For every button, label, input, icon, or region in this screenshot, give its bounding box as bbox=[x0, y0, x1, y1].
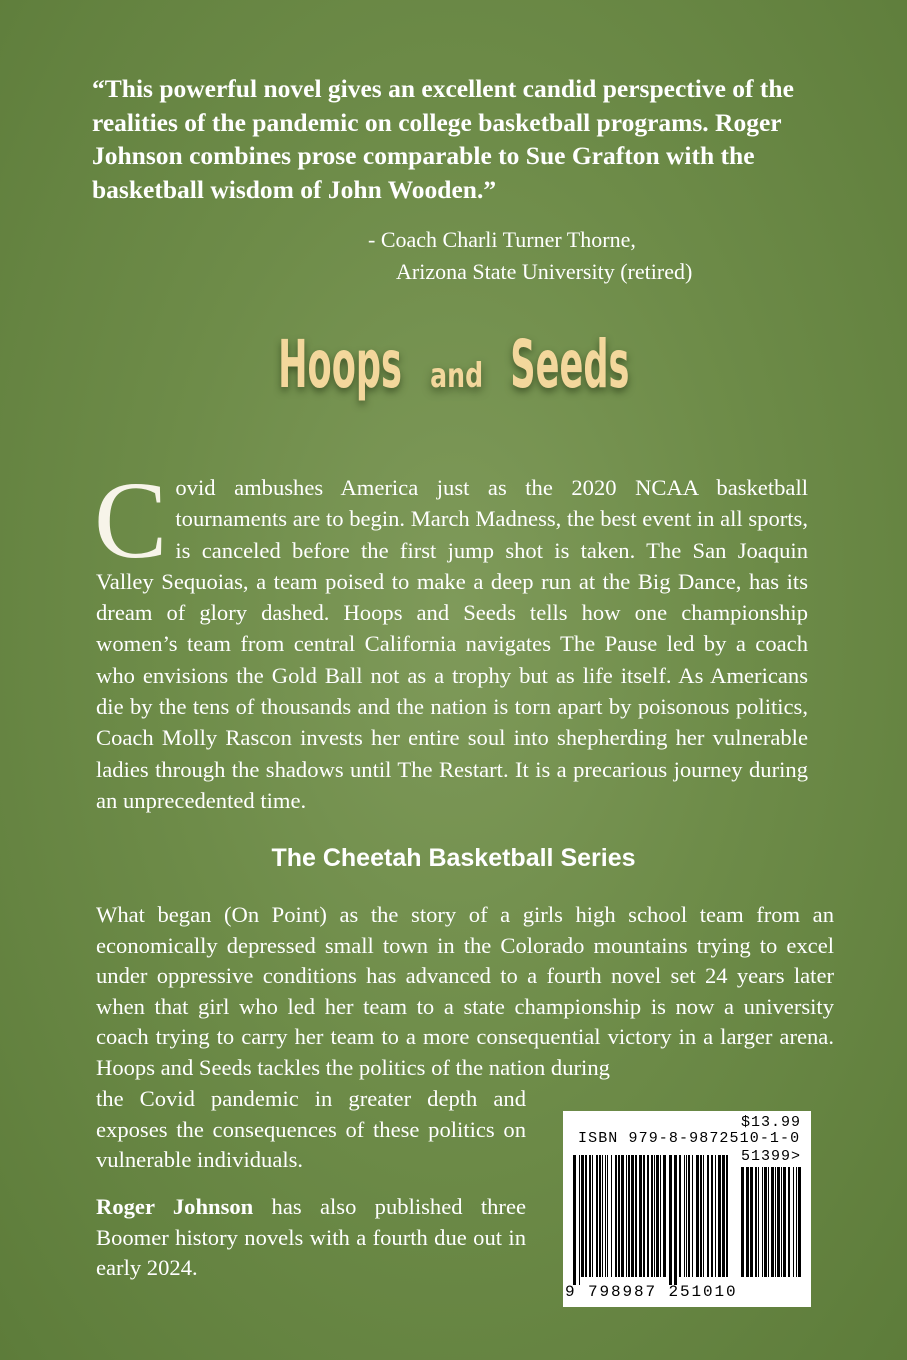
author-name: Roger Johnson bbox=[96, 1194, 254, 1219]
barcode-bar bbox=[618, 1155, 620, 1277]
barcode-bar bbox=[798, 1167, 801, 1277]
barcode-bar bbox=[711, 1155, 713, 1277]
barcode-bar bbox=[647, 1155, 649, 1277]
author-bio bbox=[96, 1192, 526, 1284]
barcode-bar bbox=[643, 1155, 645, 1277]
barcode-bar bbox=[579, 1155, 580, 1285]
title-word-hoops: Hoops bbox=[278, 326, 403, 403]
ean-digits: 9 798987 251010 bbox=[565, 1283, 738, 1301]
title-word-and: and bbox=[430, 356, 484, 396]
barcode-bar bbox=[651, 1155, 653, 1277]
barcode-bar bbox=[669, 1155, 672, 1285]
barcode-bar bbox=[599, 1155, 601, 1277]
barcode-bar bbox=[718, 1155, 721, 1277]
barcode-bar bbox=[771, 1167, 774, 1277]
barcode-bar bbox=[674, 1155, 677, 1285]
series-heading: The Cheetah Basketball Series bbox=[271, 844, 636, 872]
barcode-bar bbox=[581, 1155, 584, 1277]
barcode-bar bbox=[663, 1155, 666, 1277]
barcode-bar bbox=[768, 1167, 769, 1277]
barcode-bar bbox=[596, 1155, 598, 1277]
barcode-bar bbox=[783, 1167, 786, 1277]
barcode-bar bbox=[621, 1155, 624, 1277]
quote-attribution bbox=[368, 224, 788, 288]
barcode-bar bbox=[764, 1167, 767, 1277]
addon-code: 51399> bbox=[741, 1148, 802, 1165]
barcode-bars-icon bbox=[573, 1155, 729, 1285]
barcode-bar bbox=[654, 1155, 655, 1277]
barcode-bar bbox=[703, 1155, 704, 1277]
barcode-bar bbox=[777, 1167, 780, 1277]
barcode-bar bbox=[615, 1155, 617, 1277]
barcode-bar bbox=[628, 1155, 630, 1277]
barcode-bar bbox=[758, 1167, 759, 1277]
barcode-bar bbox=[775, 1167, 776, 1277]
barcode-bar bbox=[696, 1155, 699, 1277]
isbn-label: ISBN 979-8-9872510-1-0 bbox=[578, 1130, 801, 1147]
barcode-bar bbox=[755, 1167, 757, 1277]
barcode-bar bbox=[589, 1155, 591, 1277]
barcode-bar bbox=[700, 1155, 702, 1277]
barcode-bar bbox=[707, 1155, 709, 1277]
barcode-bar bbox=[605, 1155, 606, 1277]
barcode-bar bbox=[726, 1155, 728, 1277]
barcode-bar bbox=[750, 1167, 753, 1277]
attribution-name: - Coach Charli Turner Thorne, bbox=[368, 227, 636, 252]
barcode-bar bbox=[660, 1155, 661, 1277]
isbn-barcode bbox=[563, 1111, 811, 1307]
barcode-bar bbox=[692, 1155, 693, 1277]
book-description bbox=[94, 459, 808, 816]
barcode-bar bbox=[626, 1155, 627, 1277]
barcode-bar bbox=[684, 1155, 685, 1277]
barcode-bar bbox=[688, 1155, 690, 1277]
barcode-bar bbox=[762, 1167, 763, 1277]
barcode-bar bbox=[631, 1155, 634, 1277]
barcode-bar bbox=[686, 1155, 687, 1277]
barcode-bar bbox=[602, 1155, 603, 1277]
series-paragraph-continued: the Covid pandemic in greater depth and exposes the consequences of these politics on vulnerable individuals. bbox=[96, 1086, 526, 1173]
price-label: $13.99 bbox=[740, 1114, 801, 1131]
series-paragraph: What began (On Point) as the story of a girls high school team from an economically depressed small town in the Colorado mountains trying to excel under oppressive conditions has advanced to a fourth novel set 24 years later when that girl who led her team to a state championship is now a university coach trying to carry her team to a more consequential victory in a larger arena. Hoops and Seeds tackles the politics of the nation during bbox=[96, 902, 834, 1080]
book-title bbox=[0, 326, 907, 403]
barcode-bar bbox=[715, 1155, 716, 1277]
attribution-affiliation: Arizona State University (retired) bbox=[396, 259, 693, 284]
barcode-bar bbox=[788, 1167, 790, 1277]
barcode-bar bbox=[781, 1167, 782, 1277]
barcode-bar bbox=[607, 1155, 608, 1277]
barcode-bar bbox=[656, 1155, 659, 1277]
addon-barcode-bars-icon bbox=[741, 1167, 801, 1285]
barcode-bar bbox=[679, 1155, 681, 1277]
drop-cap: C bbox=[94, 459, 168, 581]
barcode-bar bbox=[639, 1155, 642, 1277]
barcode-bar bbox=[635, 1155, 637, 1277]
barcode-bar bbox=[611, 1155, 612, 1277]
barcode-bar bbox=[573, 1155, 576, 1285]
barcode-bar bbox=[585, 1155, 587, 1277]
barcode-bar bbox=[592, 1155, 593, 1277]
endorsement-quote: “This powerful novel gives an excellent candid perspective of the realities of the pandemic on college basketball programs. Roger Johnson combines prose comparable to Sue Grafton with the basketball wisdom of John Wooden.” bbox=[92, 74, 794, 204]
barcode-bar bbox=[793, 1167, 794, 1277]
barcode-bar bbox=[722, 1155, 725, 1277]
description-text: ovid ambushes America just as the 2020 NCAA basketball tournaments are to begin. March Madness, the best event in all sports, is canceled before the first jump shot is taken. The San Joaquin Valley Sequoias, a team poised to make a deep run at the Big Dance, has its dream of glory dashed. Hoops and Seeds tells how one championship women’s team from central California navigates The Pause led by a coach who envisions the Gold Ball not as a trophy but as life itself. As Americans die by the tens of thousands and the nation is torn apart by poisonous politics, Coach Molly Rascon invests her entire soul into shepherding her vulnerable ladies through the shadows until The Restart. It is a precarious journey during an unprecedented time. bbox=[96, 475, 808, 813]
barcode-bar bbox=[741, 1167, 744, 1277]
barcode-bar bbox=[746, 1167, 749, 1277]
author-bio-text: has also published three Boomer history novels with a fourth due out in early 2024. bbox=[96, 1194, 526, 1281]
title-word-seeds: Seeds bbox=[510, 326, 630, 403]
barcode-bar bbox=[796, 1167, 797, 1277]
